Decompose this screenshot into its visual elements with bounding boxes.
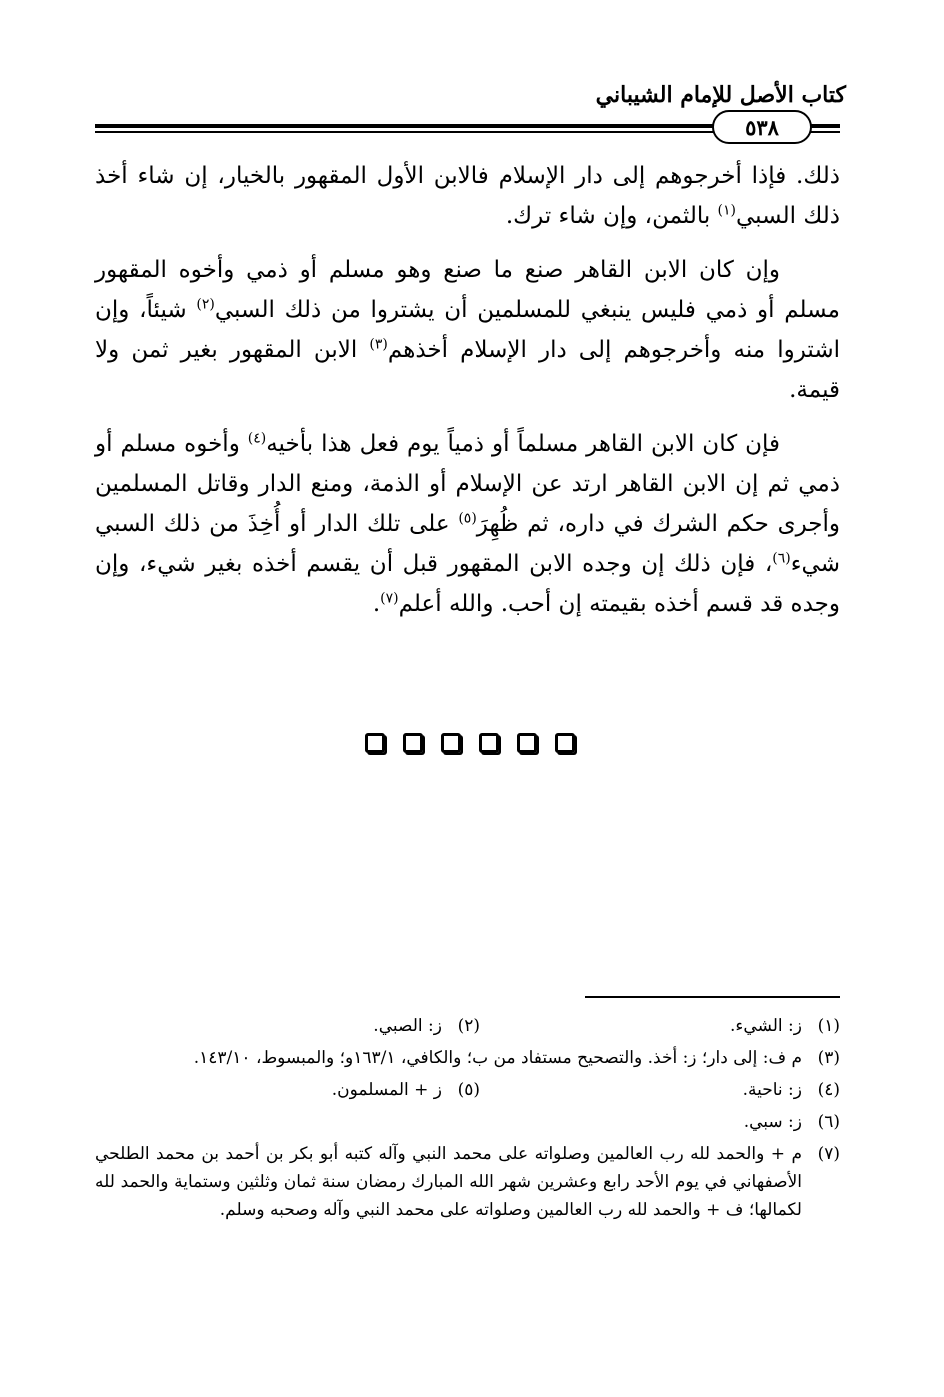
paragraph-3 [95,424,840,624]
page-number: ٥٣٨ [712,110,812,144]
footnote-1 [480,1012,840,1040]
footnote-number: (٣) [817,1048,840,1068]
footnote-text: م + والحمد لله رب العالمين وصلواته على محمد النبي وآله كتبه أبو بكر بن أحمد بن محمد الطلحي الأصفهاني في يوم الأحد رابع وعشرين شهر الله المبارك رمضان سنة ثمان وثلثين وستماية والحمد لله لكمالها؛ ف + والحمد لله رب العالمين وصلواته على محمد النبي وآله وصحبه وسلم. [95,1144,802,1220]
footnote-2 [373,1012,480,1040]
footnote-6 [95,1108,840,1136]
ornament-box-icon [517,733,537,753]
footnote-7 [95,1140,840,1224]
paragraph-1 [95,156,840,236]
ornament-box-icon [403,733,423,753]
footnote-ref-7: (٧) [380,590,399,607]
footnote-ref-2: (٢) [196,296,215,313]
main-text [95,156,840,638]
text-run: . [372,591,381,617]
footnote-ref-1: (١) [717,202,737,219]
ornament-box-icon [555,733,575,753]
footnote-text: ز + المسلمون. [331,1080,442,1100]
footnote-row [95,1076,840,1104]
ornament-box-icon [479,733,499,753]
footnote-number: (٥) [457,1080,480,1100]
ornament-box-icon [365,733,385,753]
footnote-row [95,1012,840,1040]
text-run: فإن كان الابن القاهر مسلماً أو ذمياً يوم فعل هذا بأخيه [266,431,780,457]
text-run: وإن كان الابن القاهر صنع ما صنع وهو مسلم أو ذمي وأخوه المقهور مسلم أو ذمي فليس ينبغي للمسلمين أن يشتروا من ذلك السبي [95,257,841,323]
footnote-number: (٤) [817,1080,840,1100]
paragraph-2 [95,250,840,410]
ornament-box-icon [441,733,461,753]
footnote-text: ز: الصبي. [373,1016,442,1036]
text-run: على تلك الدار أو أُخِذَ من ذلك السبي شيء [95,511,840,577]
running-title: كتاب الأصل للإمام الشيباني [595,82,846,108]
text-run: بالثمن، وإن شاء ترك. [505,203,718,229]
footnote-ref-3: (٣) [369,336,388,353]
text-run: ذلك. فإذا أخرجوهم إلى دار الإسلام فالابن الأول المقهور بالخيار، إن شاء أخذ ذلك السبي [95,163,840,229]
footnotes [95,1012,840,1228]
footnote-number: (٧) [817,1144,840,1164]
footnote-ref-4: (٤) [247,430,267,447]
footnote-5 [332,1076,480,1104]
footnote-3 [95,1044,840,1072]
footnote-text: م ف: إلى دار؛ ز: أخذ. والتصحيح مستفاد من ب؛ والكافي، ١٦٣/١و؛ والمبسوط، ١٤٣/١٠. [193,1048,802,1068]
text-run: الابن المقهور بغير ثمن ولا قيمة. [95,337,840,403]
text-run: شيئاً، وإن اشتروا منه وأخرجوهم إلى دار الإسلام أخذهم [95,297,841,363]
footnote-ref-6: (٦) [772,550,791,567]
footnote-number: (٢) [457,1016,480,1036]
footnote-number: (٦) [817,1112,840,1132]
footnote-separator [585,996,840,998]
footnote-text: ز: سبي. [743,1112,802,1132]
text-run: ، فإن ذلك إن وجده الابن المقهور قبل أن يقسم أخذه بغير شيء، وإن وجده قد قسم أخذه بقيمته إن أحب. والله أعلم [95,551,840,617]
section-end-ornament [365,733,575,761]
footnote-ref-5: (٥) [458,510,477,527]
footnote-text: ز: ناحية. [742,1080,802,1100]
footnote-text: ز: الشيء. [730,1016,802,1036]
footnote-number: (١) [817,1016,840,1036]
text-run: وأخوه مسلم أو ذمي ثم إن الابن القاهر ارتد عن الإسلام أو الذمة، ومنع الدار وقاتل المسلمين وأجرى حكم الشرك في داره، ثم ظُهِرَ [95,431,841,537]
footnote-4 [480,1076,840,1104]
